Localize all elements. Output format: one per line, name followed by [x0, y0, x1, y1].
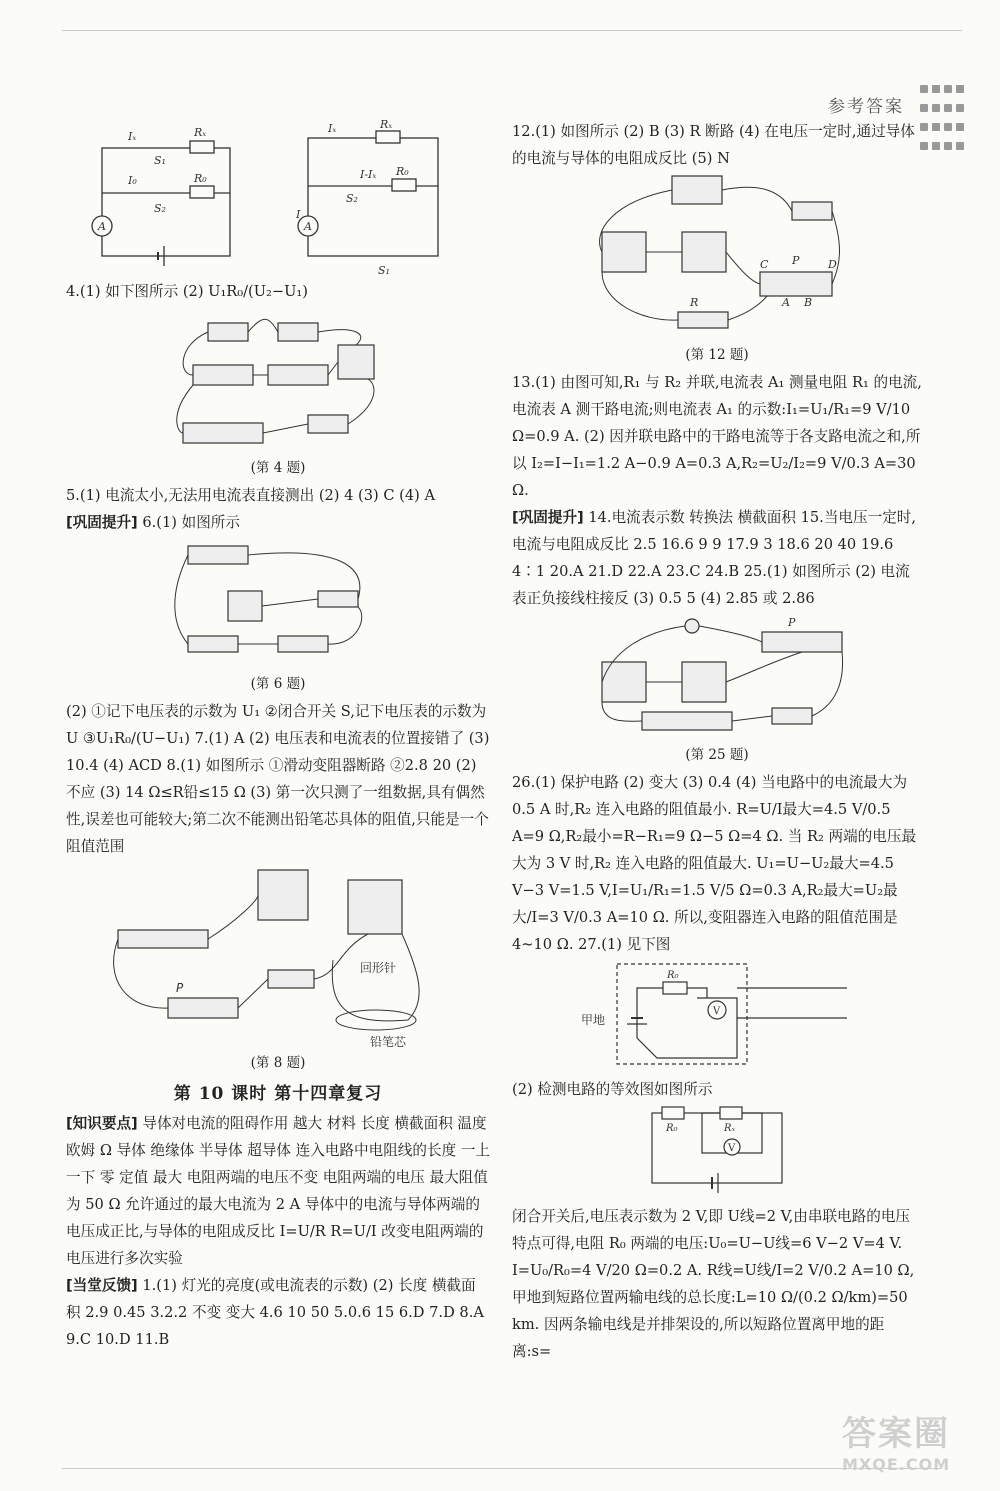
q6-q8-answers: (2) ①记下电压表的示数为 U₁ ②闭合开关 S,记下电压表的示数为 U ③U₁R₀/(U−U₁) 7.(1) A (2) 电压表和电流表的位置接错了 (3) 10.4 (4) ACD 8.(1) 如图所示 ①滑动变阻器断路 ②2.8 20 (2) 不应 (3) 14 Ω≤R铅≤15 Ω (3) 第一次只测了一组数据,具有偶然性,误差也可能较大;第二次不能测出铅笔芯具体的阻值,只能是一个阻值范围	[66, 703, 490, 855]
svg-text:C: C	[760, 258, 769, 271]
q12-answer: 12.(1) 如图所示 (2) B (3) R 断路 (4) 在电压一定时,通过导体的电流与导体的电阻成反比 (5) N	[512, 123, 915, 167]
svg-text:S₂: S₂	[154, 202, 166, 215]
svg-text:A: A	[98, 220, 106, 233]
svg-text:R: R	[690, 296, 699, 309]
figure-q25-apparatus	[582, 612, 852, 742]
figure-q27-equivalent-circuit	[632, 1103, 802, 1203]
svg-text:I₀: I₀	[128, 174, 137, 187]
svg-text:Rₓ: Rₓ	[724, 1123, 736, 1134]
figure-q12-caption: (第 12 题)	[685, 347, 749, 363]
lesson-title: 第 10 课时 第十四章复习	[173, 1084, 383, 1104]
feedback-text: 1.(1) 灯光的亮度(或电流表的示数) (2) 长度 横截面积 2.9 0.45 3.2.2 不变 变大 4.6 10 50 5.0.6 15 6.D 7.D 8.A 9.C 10.D 11.B	[66, 1277, 484, 1348]
figure-q27-circuit	[567, 958, 867, 1076]
svg-text:I: I	[296, 208, 301, 221]
q13-answer: 13.(1) 由图可知,R₁ 与 R₂ 并联,电流表 A₁ 测量电阻 R₁ 的电流,电流表 A 测干路电流;则电流表 A₁ 的示数:I₁=U₁/R₁=9 V/10 Ω=0.9 A. (2) 因并联电路中的干路电流等于各支路电流之和,所以 I₂=I−I₁=1.2 A−0.9 A=0.3 A,R₂=U₂/I₂=9 V/0.3 A=30 Ω.	[512, 374, 922, 499]
figure-q4-caption: (第 4 题)	[250, 460, 306, 476]
svg-text:D: D	[828, 258, 837, 271]
q4-answer: 4.(1) 如下图所示 (2) U₁R₀/(U₂−U₁)	[66, 283, 308, 300]
svg-text:B: B	[804, 296, 813, 309]
svg-text:P: P	[792, 254, 800, 267]
site-watermark	[842, 1406, 977, 1472]
svg-text:S₁: S₁	[154, 154, 166, 167]
q27-part2: (2) 检测电路的等效图如图所示	[512, 1081, 713, 1098]
figure-q27-label-jiadi: 甲地	[581, 1013, 606, 1027]
q27-calculation: 闭合开关后,电压表示数为 2 V,即 U线=2 V,由串联电路的电压特点可得,电阻 R₀ 两端的电压:U₀=U−U线=6 V−2 V=4 V. I=U₀/R₀=4 V/20 Ω=0.2 A. R线=U线/I=2 V/0.2 A=10 Ω,甲地到短路位置两输电线的总长度:L=10 Ω/(0.2 Ω/km)=50 km. 因两条输电线是并排架设的,所以短路位置离甲地的距离:s=	[512, 1208, 915, 1360]
svg-text:S₁: S₁	[378, 264, 390, 277]
knowledge-label: [知识要点]	[66, 1115, 138, 1132]
q5-answer: 5.(1) 电流太小,无法用电流表直接测出 (2) 4 (3) C (4) A	[66, 487, 436, 504]
figure-q8-apparatus	[108, 860, 448, 1050]
feedback-label: [当堂反馈]	[66, 1277, 138, 1294]
svg-text:A: A	[782, 296, 790, 309]
figure-q8-label-pencil: 铅笔芯	[370, 1035, 407, 1049]
svg-text:Iₓ: Iₓ	[128, 130, 137, 143]
right-column	[512, 118, 922, 1365]
consolidate-label-left: [巩固提升]	[66, 514, 138, 531]
figure-q12-apparatus	[592, 172, 842, 342]
q26-q27-answer: 26.(1) 保护电路 (2) 变大 (3) 0.4 (4) 当电路中的电流最大为 0.5 A 时,R₂ 连入电路的阻值最小. R=U/I最大=4.5 V/0.5 A=9 Ω,R₂最小=R−R₁=9 Ω−5 Ω=4 Ω. 当 R₂ 两端的电压最大为 3 V 时,R₂ 连入电路的阻值最大. U₁=U−U₂最大=4.5 V−3 V=1.5 V,I=U₁/R₁=1.5 V/5 Ω=0.3 A,R₂最大=U₂最大/I=3 V/0.3 A=10 Ω. 所以,变阻器连入电路的阻值范围是 4~10 Ω. 27.(1) 见下图	[512, 774, 917, 953]
watermark-main: 答案圈	[842, 1414, 950, 1454]
header-dots-decoration	[918, 80, 966, 126]
svg-text:I-Iₓ: I-Iₓ	[360, 168, 377, 181]
left-column	[66, 118, 490, 1353]
svg-text:P: P	[176, 981, 184, 995]
figure-q8-caption: (第 8 题)	[250, 1055, 306, 1071]
figure-q8-label-clip: 回形针	[360, 961, 397, 975]
figure-q25-caption: (第 25 题)	[685, 747, 749, 763]
figure-q6-caption: (第 6 题)	[250, 676, 306, 692]
footer-rule	[62, 1468, 942, 1469]
watermark-url: MXQE.COM	[842, 1455, 951, 1474]
svg-text:R₀: R₀	[396, 165, 409, 178]
circuit-diagrams-q3	[88, 118, 468, 278]
page-header-title: 参考答案	[828, 97, 904, 117]
knowledge-text: 导体对电流的阻碍作用 越大 材料 长度 横截面积 温度 欧姆 Ω 导体 绝缘体 半导体 超导体 连入电路中电阻线的长度 一上一下 零 定值 最大 电阻两端的电压不变 电阻两端的电压 最大阻值为 50 Ω 允许通过的最大电流为 2 A 导体中的电流与导体两端的电压成正比,与导体的电阻成反比 I=U/R R=U/I 改变电阻两端的电压进行多次实验	[66, 1115, 491, 1267]
figure-q6-apparatus	[168, 536, 388, 671]
svg-text:A: A	[304, 220, 312, 233]
svg-text:P: P	[788, 616, 796, 629]
svg-text:V: V	[713, 1006, 721, 1017]
svg-text:Rₓ: Rₓ	[380, 118, 393, 131]
figure-q4-apparatus	[168, 305, 388, 455]
svg-text:R₀: R₀	[667, 970, 679, 981]
header-rule	[62, 30, 962, 31]
svg-text:S₂: S₂	[346, 192, 358, 205]
svg-text:R₀: R₀	[194, 172, 207, 185]
svg-text:Iₓ: Iₓ	[328, 122, 337, 135]
svg-text:R₀: R₀	[666, 1123, 678, 1134]
consolidate-text-right: 14.电流表示数 转换法 横截面积 15.当电压一定时,电流与电阻成反比 2.5 16.6 9 9 17.9 3 18.6 20 40 19.6 4∶1 20.A 21.D 22.A 23.C 24.B 25.(1) 如图所示 (2) 电流表正负接线柱接反 (3) 0.5 5 (4) 2.85 或 2.86	[512, 509, 917, 607]
svg-text:Rₓ: Rₓ	[194, 126, 207, 139]
svg-text:V: V	[728, 1143, 736, 1154]
consolidate-label-right: [巩固提升]	[512, 509, 584, 526]
q6-answer: 6.(1) 如图所示	[142, 514, 240, 531]
